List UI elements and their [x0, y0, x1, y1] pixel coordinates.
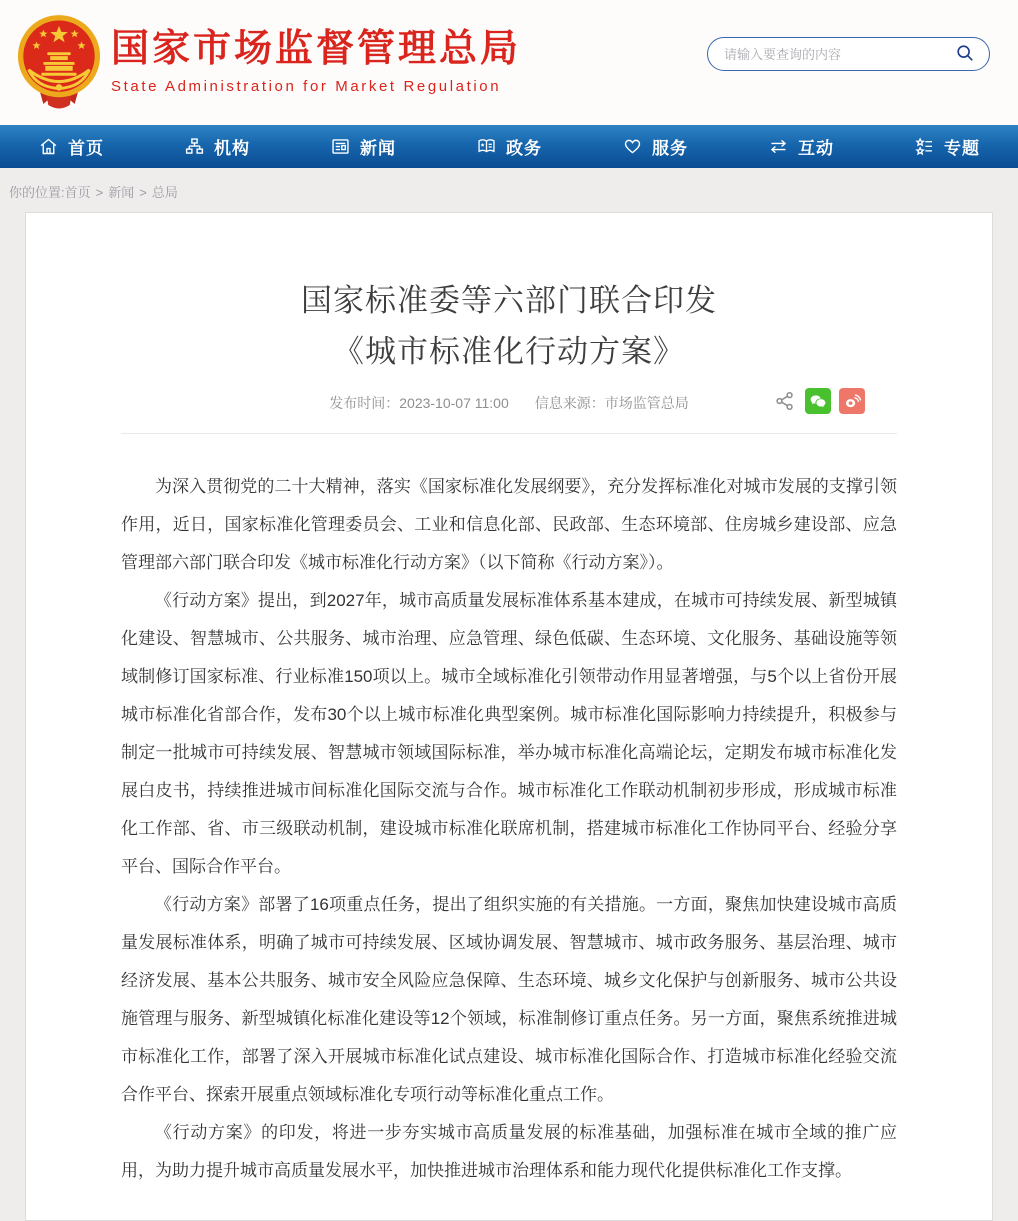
breadcrumb-item-home[interactable]: 首页 — [64, 185, 91, 200]
source-value: 市场监管总局 — [604, 395, 689, 411]
site-title: 国家市场监督管理总局 — [111, 28, 522, 70]
home-icon — [38, 136, 59, 157]
article-title-line2: 《城市标准化行动方案》 — [333, 334, 685, 369]
site-header — [0, 0, 1018, 125]
search-input[interactable] — [724, 47, 953, 62]
nav-item-label: 专题 — [944, 139, 980, 158]
nav-item-topics[interactable] — [914, 134, 980, 159]
nav-item-label: 新闻 — [360, 139, 396, 158]
breadcrumb-item-news[interactable]: 新闻 — [108, 185, 135, 200]
article-body — [121, 468, 897, 1190]
site-title-block — [111, 12, 521, 95]
site-subtitle: State Administration for Market Regulation — [111, 78, 502, 95]
article-paragraph: 《行动方案》的印发，将进一步夯实城市高质量发展的标准基础，加强标准在城市全域的推广应用，为助力提升城市高质量发展水平，加快推进城市治理体系和能力现代化提供标准化工作支撑。 — [121, 1123, 897, 1180]
article-meta — [121, 393, 897, 434]
article-paragraph: 为深入贯彻党的二十大精神，落实《国家标准化发展纲要》，充分发挥标准化对城市发展的支撑引领作用，近日，国家标准化管理委员会、工业和信息化部、民政部、生态环境部、住房城乡建设部、应急管理部六部门联合印发《城市标准化行动方案》（以下简称《行动方案》）。 — [121, 477, 897, 572]
weibo-share-icon[interactable] — [839, 388, 865, 414]
article-title-line1: 国家标准委等六部门联合印发 — [301, 283, 717, 318]
breadcrumb-prefix: 你的位置: — [9, 185, 65, 200]
publish-time-value: 2023-10-07 11:00 — [399, 395, 509, 411]
nav-item-home[interactable] — [38, 134, 104, 159]
nav-item-label: 服务 — [652, 139, 688, 158]
breadcrumb-separator: > — [139, 185, 147, 200]
share-bar — [773, 388, 865, 414]
nav-item-interaction[interactable] — [768, 134, 834, 159]
sitemap-icon — [184, 136, 205, 157]
breadcrumb-item-bureau[interactable]: 总局 — [151, 185, 178, 200]
article-paragraph: 《行动方案》部署了16项重点任务，提出了组织实施的有关措施。一方面，聚焦加快建设城市高质量发展标准体系，明确了城市可持续发展、区域协调发展、智慧城市、城市政务服务、基层治理、城市经济发展、基本公共服务、城市安全风险应急保障、生态环境、城乡文化保护与创新服务、城市公共设施管理与服务、新型城镇化标准化建设等12个领域，标准制修订重点任务。另一方面，聚焦系统推进城市标准化工作，部署了深入开展城市标准化试点建设、城市标准化国际合作、打造城市标准化经验交流合作平台、探索开展重点领域标准化专项行动等标准化重点工作。 — [121, 895, 897, 1104]
nav-item-label: 互动 — [798, 139, 834, 158]
wechat-share-icon[interactable] — [805, 388, 831, 414]
national-emblem-icon — [15, 12, 103, 112]
nav-item-gov-affairs[interactable] — [476, 134, 542, 159]
nav-item-orgs[interactable] — [184, 134, 250, 159]
search-icon — [955, 43, 975, 66]
search-button[interactable] — [953, 42, 977, 66]
exchange-arrows-icon — [768, 136, 789, 157]
heart-icon — [622, 136, 643, 157]
article-card — [25, 212, 993, 1221]
newspaper-icon — [330, 136, 351, 157]
star-list-icon — [914, 136, 935, 157]
book-star-icon — [476, 136, 497, 157]
nav-item-news[interactable] — [330, 134, 396, 159]
nav-item-services[interactable] — [622, 134, 688, 159]
breadcrumb-separator: > — [95, 185, 104, 200]
search-box — [707, 37, 990, 71]
article-paragraph: 《行动方案》提出，到2027年，城市高质量发展标准体系基本建成，在城市可持续发展、新型城镇化建设、智慧城市、公共服务、城市治理、应急管理、绿色低碳、生态环境、文化服务、基础设施等领域制修订国家标准、行业标准150项以上。城市全域标准化引领带动作用显著增强，与5个以上省份开展城市标准化省部合作，发布30个以上城市标准化典型案例。城市标准化国际影响力持续提升，积极参与制定一批城市可持续发展、智慧城市领域国际标准，举办城市标准化高端论坛，定期发布城市标准化发展白皮书，持续推进城市间标准化国际交流与合作。城市标准化工作联动机制初步形成，形成城市标准化工作部、省、市三级联动机制，建设城市标准化联席机制，搭建城市标准化工作协同平台、经验分享平台、国际合作平台。 — [121, 591, 897, 876]
source-label: 信息来源： — [534, 395, 605, 411]
nav-item-label: 政务 — [506, 139, 542, 158]
publish-time-label: 发布时间： — [329, 395, 400, 411]
share-nodes-icon[interactable] — [773, 389, 797, 413]
breadcrumb — [0, 168, 1018, 212]
nav-item-label: 首页 — [68, 139, 104, 158]
main-nav — [0, 125, 1018, 168]
site-logo-link[interactable] — [15, 12, 521, 112]
nav-item-label: 机构 — [214, 139, 250, 158]
article-title — [26, 213, 992, 377]
